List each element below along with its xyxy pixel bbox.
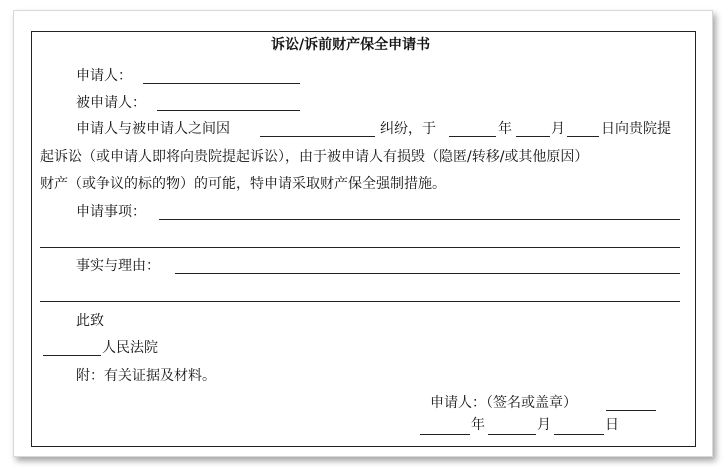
respondent-label: 被申请人： [76, 95, 146, 111]
form-title: 诉讼/诉前财产保全申请书 [271, 37, 431, 53]
sign-month-field[interactable] [488, 434, 536, 435]
filing-month-field[interactable] [516, 136, 550, 137]
sign-month-label: 月 [537, 417, 551, 433]
filing-year-label: 年 [498, 121, 512, 137]
matters-label: 申请事项： [76, 204, 146, 220]
respondent-field[interactable] [157, 110, 300, 111]
facts-field-line-2[interactable] [40, 301, 680, 302]
sign-day-label: 日 [605, 417, 619, 433]
facts-label: 事实与理由： [76, 258, 160, 274]
sign-year-field[interactable] [420, 434, 470, 435]
applicant-field[interactable] [143, 83, 300, 84]
attachment-note: 附：有关证据及材料。 [76, 368, 216, 384]
filing-month-label: 月 [551, 121, 565, 137]
sign-day-field[interactable] [554, 434, 604, 435]
applicant-label: 申请人： [76, 68, 132, 84]
statement-text-1: 申请人与被申请人之间因 [76, 121, 230, 137]
dispute-type-field[interactable] [260, 136, 375, 137]
ci-zhi: 此致 [76, 313, 104, 329]
filing-day-field[interactable] [567, 136, 599, 137]
matters-field-line-1[interactable] [159, 219, 680, 220]
statement-text-4: 起诉讼（或申请人即将向贵院提起诉讼），由于被申请人有损毁（隐匿/转移/或其他原因） [40, 149, 589, 165]
facts-field-line-1[interactable] [175, 273, 680, 274]
statement-text-5: 财产（或争议的标的物）的可能，特申请采取财产保全强制措施。 [40, 176, 446, 192]
statement-text-3: 日向贵院提 [601, 121, 671, 137]
statement-text-2: 纠纷，于 [380, 121, 436, 137]
signature-label: 申请人：（签名或盖章） [430, 395, 577, 411]
signature-field[interactable] [606, 410, 656, 411]
matters-field-line-2[interactable] [40, 247, 680, 248]
sign-year-label: 年 [471, 417, 485, 433]
filing-year-field[interactable] [449, 136, 496, 137]
court-name-field[interactable] [43, 355, 101, 356]
court-label: 人民法院 [102, 340, 158, 356]
